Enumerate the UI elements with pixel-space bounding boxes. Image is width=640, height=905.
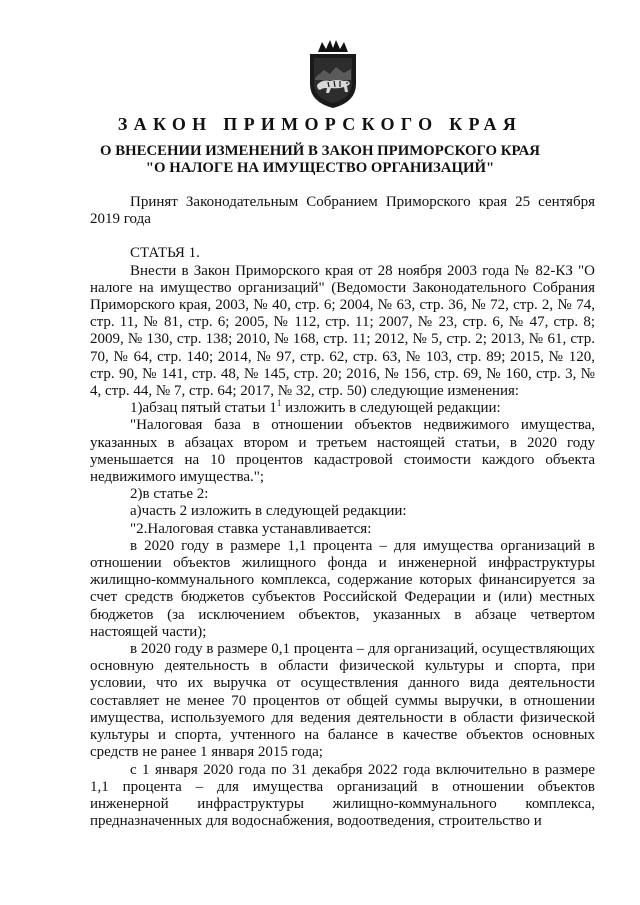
item-1-text-start: 1)абзац пятый статьи 1 bbox=[130, 400, 277, 417]
rate-paragraph-3: с 1 января 2020 года по 31 декабря 2022 года включительно в размере 1,1 процента – для имущества организаций в отношении объектов инженерной инфраструктуры жилищно-коммунального комплекса, предназначенных для водоснабжения, водоотведения, строительство и bbox=[90, 761, 595, 830]
item-2a: а)часть 2 изложить в следующей редакции: bbox=[130, 503, 407, 520]
adoption-note: Принят Законодательным Собранием Приморского края 25 сентября 2019 года bbox=[90, 194, 595, 228]
law-title: ЗАКОН ПРИМОРСКОГО КРАЯ bbox=[117, 114, 523, 134]
item-1-quote: "Налоговая база в отношении объектов недвижимого имущества, указанных в абзацах втором и третьем настоящей статьи, в 2020 году уменьшается на 10 процентов кадастровой стоимости каждого объекта недвижимого имущества."; bbox=[90, 417, 595, 486]
document-body bbox=[90, 194, 595, 830]
article-heading: СТАТЬЯ 1. bbox=[130, 245, 200, 262]
rate-paragraph-2: в 2020 году в размере 0,1 процента – для организаций, осуществляющих основную деятельность в области физической культуры и спорта, при условии, что их выручка от осуществления данного вида деятельности составляет не менее 70 процентов от общей суммы выручки, в отношении имущества, используемого для ведения деятельности в области физической культуры и спорта, учтенного на балансе в качестве объектов основных средств не ранее 1 января 2015 года; bbox=[90, 641, 595, 761]
article-intro: Внести в Закон Приморского края от 28 ноября 2003 года № 82-КЗ "О налоге на имущество организаций" (Ведомости Законодательного Собрания Приморского края, 2003, № 40, стр. 6; 2004, № 63, стр. 36, № 72, стр. 2, № 74, стр. 11, № 81, стр. 6; 2005, № 112, стр. 11; 2007, № 23, стр. 6, № 47, стр. 8; 2009, № 130, стр. 138; 2010, № 168, стр. 11; 2012, № 5, стр. 2; 2013, № 61, стр. 70, № 64, стр. 140; 2014, № 97, стр. 62, стр. 63, № 103, стр. 89; 2015, № 120, стр. 90, № 141, стр. 48, № 145, стр. 20; 2016, № 156, стр. 69, № 160, стр. 3, № 4, стр. 44, № 7, стр. 64; 2017, № 32, стр. 50) следующие изменения: bbox=[90, 262, 595, 400]
amendment-title bbox=[0, 143, 640, 177]
coat-of-arms-icon bbox=[304, 40, 362, 110]
rate-paragraph-1: в 2020 году в размере 1,1 процента – для имущества организаций в отношении объектов жилищного фонда и инженерной инфраструктуры жилищно-коммунального комплекса, содержание которых финансируется за счет средств бюджетов субъектов Российской Федерации и (или) местных бюджетов (за исключением объектов, указанных в абзаце четвертом настоящей части); bbox=[90, 537, 595, 640]
rate-heading: "2.Налоговая ставка устанавливается: bbox=[130, 520, 372, 537]
item-1 bbox=[90, 400, 595, 417]
item-2: 2)в статье 2: bbox=[130, 486, 209, 503]
item-1-text-end: изложить в следующей редакции: bbox=[281, 400, 501, 417]
item-1-superscript: 1 bbox=[276, 398, 282, 409]
amendment-title-line-2: "О НАЛОГЕ НА ИМУЩЕСТВО ОРГАНИЗАЦИЙ" bbox=[145, 160, 495, 176]
spacer bbox=[90, 228, 595, 245]
amendment-title-line-1: О ВНЕСЕНИИ ИЗМЕНЕНИЙ В ЗАКОН ПРИМОРСКОГО КРАЯ bbox=[100, 143, 540, 159]
